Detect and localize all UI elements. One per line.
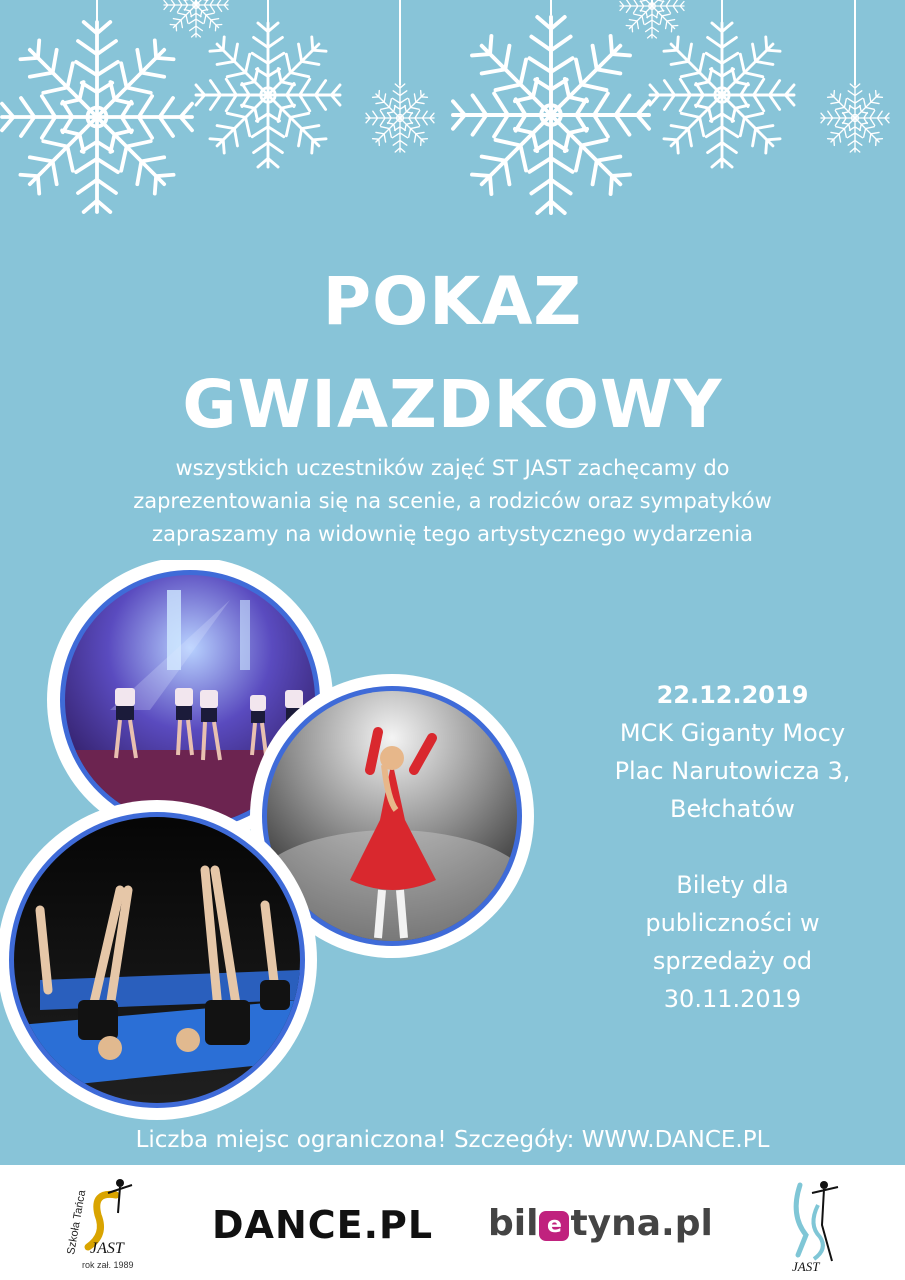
intro-line: zapraszamy na widownię tego artystycznego wydarzenia xyxy=(152,522,753,546)
biletyna-post: tyna.pl xyxy=(570,1203,713,1244)
details-footer: Liczba miejsc ograniczona! Szczegóły: WWW.DANCE.PL xyxy=(135,1127,770,1153)
venue-line: Bełchatów xyxy=(670,795,795,823)
sponsor-logos-bar xyxy=(0,1165,905,1280)
snowflake-icon xyxy=(620,0,684,38)
floor-exercise-dancers-photo xyxy=(0,800,317,1120)
ticket-line: publiczności w xyxy=(645,909,820,937)
snowflake-icon xyxy=(650,23,794,167)
ticket-line: 30.11.2019 xyxy=(663,985,802,1013)
title-line-2: GWIAZDKOWY xyxy=(182,366,723,443)
photo-collage xyxy=(0,560,560,1120)
biletyna-mark: e xyxy=(539,1211,569,1241)
snowflake-icon xyxy=(2,22,192,212)
title-line-1: POKAZ xyxy=(322,263,583,340)
snowflake-icon xyxy=(453,17,649,213)
jast-year: rok zał. 1989 xyxy=(82,1260,134,1270)
ticket-line: sprzedaży od xyxy=(652,947,813,975)
snowflake-icon xyxy=(366,84,434,152)
venue-line: MCK Giganty Mocy xyxy=(619,719,846,747)
snowflake-icon xyxy=(196,23,340,167)
biletyna-logo xyxy=(488,1203,713,1244)
ticket-line: Bilety dla xyxy=(676,871,789,899)
ticket-info xyxy=(575,866,890,1018)
dance-pl-logo: DANCE.PL xyxy=(212,1203,434,1247)
intro-line: wszystkich uczestników zajęć ST JAST zachęcamy do xyxy=(175,456,730,480)
jast-school-logo xyxy=(48,1173,138,1273)
intro-text xyxy=(60,452,845,551)
snowflake-icon xyxy=(164,0,228,37)
event-venue xyxy=(575,714,890,828)
snowflake-icon xyxy=(821,84,889,152)
snowflake-garland xyxy=(0,0,905,240)
jast-emblem-mark: JAST xyxy=(792,1259,820,1274)
event-date: 22.12.2019 xyxy=(656,681,809,709)
jast-emblem-logo xyxy=(778,1175,848,1275)
biletyna-pre: bil xyxy=(488,1203,539,1244)
venue-line: Plac Narutowicza 3, xyxy=(614,757,851,785)
jast-school-name: Szkoła Tańca xyxy=(65,1189,89,1256)
intro-line: zaprezentowania się na scenie, a rodziców oraz sympatyków xyxy=(133,489,772,513)
jast-mark: JAST xyxy=(90,1240,124,1257)
